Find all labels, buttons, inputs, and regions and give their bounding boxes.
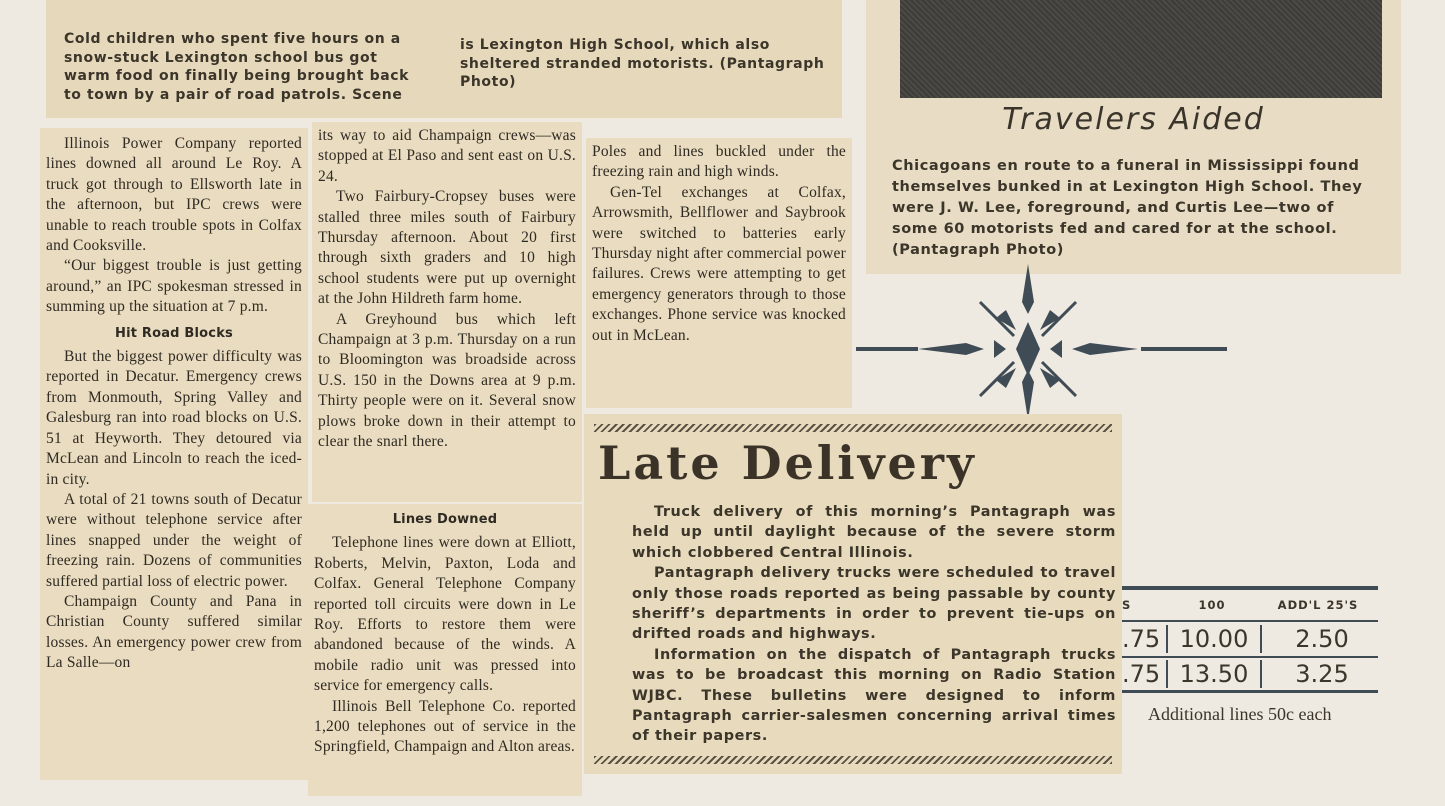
late-delivery-paragraph: Information on the dispatch of Pantagraph trucks was to be broadcast this morning on Radio Station WJBC. These bulletins were designed to inform Pantagraph carrier-salesmen concerning arrival times of their papers. (632, 646, 1116, 745)
travelers-caption: Chicagoans en route to a funeral in Mississippi found themselves bunked in at Lexington High School. They were J. W. Lee, foreground, and Curtis Lee—two of some 60 motorists fed and cared for at the school. (Pantagraph Photo) (892, 158, 1363, 258)
rate-cell: 10.00 (1166, 625, 1260, 653)
rate-table-row (1122, 658, 1382, 690)
top-caption-right: is Lexington High School, which also sheltered stranded motorists. (Pantagraph Photo) (460, 37, 825, 90)
rate-cell: 13.50 (1166, 660, 1260, 688)
col3-paragraph: Poles and lines buckled under the freezing rain and high winds. (592, 143, 846, 181)
zigzag-border-top (594, 424, 1112, 432)
late-delivery-paragraph: Pantagraph delivery trucks were scheduled to travel only those roads reported as being passable by county sheriff’s departments in order to prevent tie-ups on drifted roads and highways. (632, 565, 1116, 643)
rate-table-footer: Additional lines 50c each (1148, 704, 1332, 724)
travelers-title: Travelers Aided (1002, 102, 1265, 137)
rate-table-row (1122, 622, 1382, 656)
rate-table-bottom-rule (1122, 690, 1378, 693)
late-delivery-body (632, 502, 1116, 747)
col2b-paragraph: Illinois Bell Telephone Co. reported 1,200 telephones out of service in the Springfield, Champaign and Alton areas. (314, 697, 576, 756)
article-column-1 (40, 128, 308, 780)
col1-paragraph: Champaign County and Pana in Christian County suffered similar losses. An emergency power crew from La Salle—on (46, 592, 302, 672)
late-delivery-paragraph: Truck delivery of this morning’s Pantagraph was held up until daylight because of the severe storm which clobbered Central Illinois. (632, 504, 1116, 561)
col2-paragraph: Two Fairbury-Cropsey buses were stalled three miles south of Fairbury Thursday afternoon. About 20 first through sixth graders and 10 high school students were put up overnight at the John Hildreth farm home. (318, 188, 576, 308)
col2-paragraph: A Greyhound bus which left Champaign at 3 p.m. Thursday on a run to Bloomington was broadside across U.S. 150 in the Downs area at 9 p.m. Thirty people were on it. Several snow plows broke down in their attempt to clear the snarl there. (318, 310, 576, 451)
top-caption-left: Cold children who spent five hours on a snow-stuck Lexington school bus got warm food on finally being brought back to town by a pair of road patrols. Scene (64, 31, 410, 103)
zigzag-border-bottom (594, 756, 1112, 764)
rate-cell: 2.50 (1260, 625, 1382, 653)
rate-cell: .75 (1122, 660, 1161, 688)
col2b-paragraph: Telephone lines were down at Elliott, Roberts, Melvin, Paxton, Loda and Colfax. General Telephone Company reported toll circuits were down in Le Roy. Efforts to restore them were abandoned because of the winds. A mobile radio unit was pressed into service for emergency calls. (314, 534, 576, 695)
rate-cell: 3.25 (1260, 660, 1382, 688)
article-column-2b (308, 504, 582, 796)
rate-header-cell: S (1122, 598, 1132, 612)
article-column-2 (312, 122, 582, 502)
top-caption-clip (46, 0, 842, 118)
rate-header-cell: 100 (1198, 598, 1226, 612)
rate-header-cell: ADD'L 25'S (1277, 598, 1359, 612)
compass-ornament-icon (856, 262, 1231, 422)
col3-paragraph: Gen-Tel exchanges at Colfax, Arrowsmith, Bellflower and Saybrook were switched to batteries early Thursday night after commercial power failures. Crews were attempting to get emergency generators through to those exchanges. Phone service was knocked out in McLean. (592, 183, 846, 344)
col1-subhead: Hit Road Blocks (114, 325, 233, 341)
newspaper-photo (900, 0, 1382, 98)
col1-paragraph: Illinois Power Company reported lines downed all around Le Roy. A truck got through to Ellsworth late in the afternoon, but IPC crews were unable to reach trouble spots in Colfax and Cooksville. (46, 135, 302, 255)
col2-paragraph: its way to aid Champaign crews—was stopped at El Paso and sent east on U.S. 24. (318, 127, 576, 185)
late-delivery-clip (584, 414, 1122, 774)
travelers-aided-clip (866, 0, 1401, 274)
rate-table (1122, 586, 1380, 726)
article-column-3 (586, 138, 852, 408)
col1-paragraph: “Our biggest trouble is just getting around,” an IPC spokesman stressed in summing up the situation at 7 p.m. (46, 257, 302, 316)
rate-cell: .75 (1122, 625, 1161, 653)
col1-paragraph: But the biggest power difficulty was reported in Decatur. Emergency crews from Monmouth, Spring Valley and Galesburg ran into road blocks on U.S. 51 at Heyworth. They detoured via McLean and Lincoln to reach the iced-in city. (46, 348, 302, 488)
rate-table-header (1122, 598, 1378, 612)
col1-paragraph: A total of 21 towns south of Decatur were without telephone service after lines snapped under the weight of freezing rain. Dozens of communities suffered partial loss of electric power. (46, 490, 302, 590)
late-delivery-title: Late Delivery (598, 436, 977, 490)
col2b-subhead: Lines Downed (392, 512, 498, 527)
rate-table-top-rule (1122, 586, 1378, 590)
